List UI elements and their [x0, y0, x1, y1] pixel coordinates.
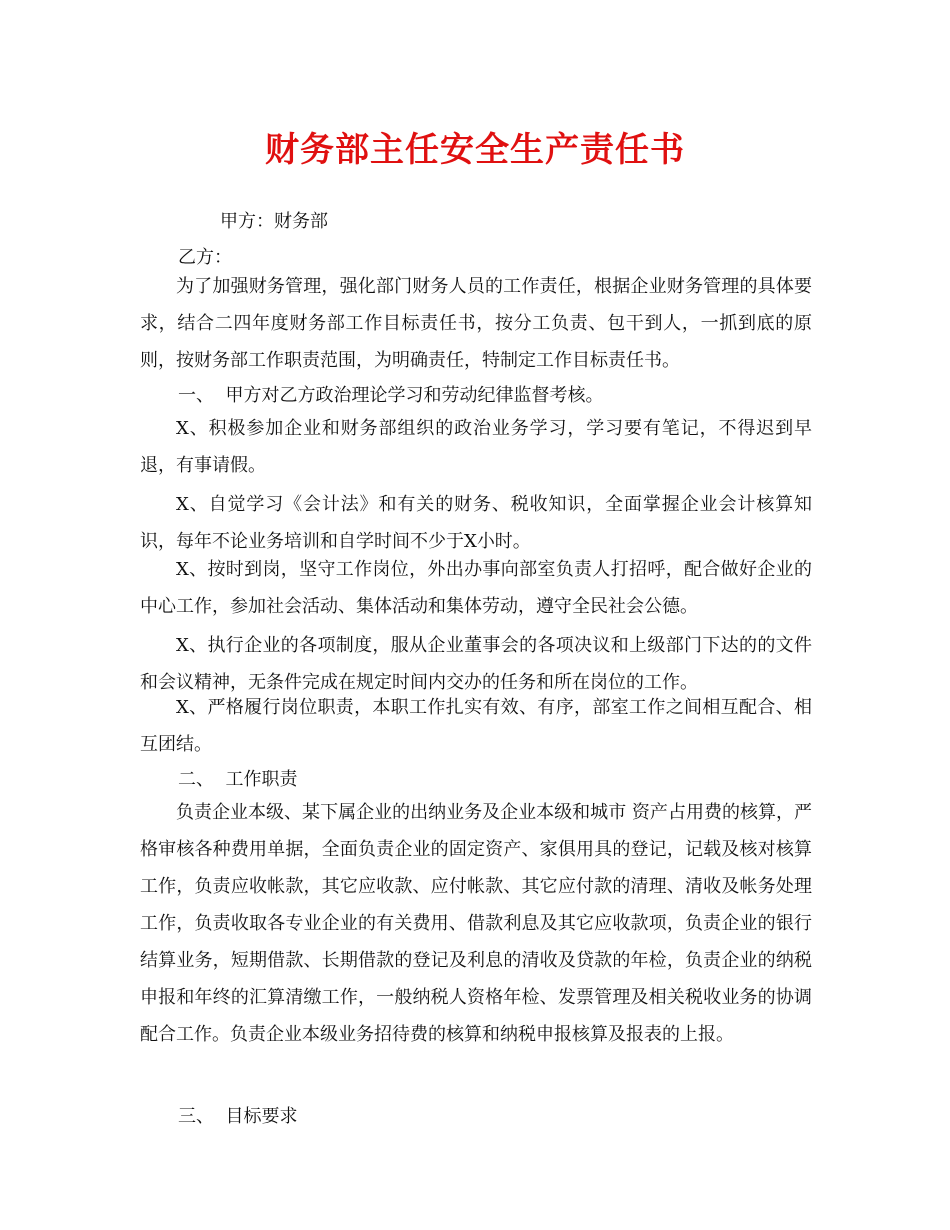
- section-1-item-4: X、执行企业的各项制度，服从企业董事会的各项决议和上级部门下达的的文件和会议精神，无条件完成在规定时间内交办的任务和所在岗位的工作。: [140, 635, 812, 693]
- section-1-item-2: X、自觉学习《会计法》和有关的财务、税收知识，全面掌握企业会计核算知识，每年不论业务培训和自学时间不少于X小时。: [140, 494, 812, 552]
- section-2-body: 负责企业本级、某下属企业的出纳业务及企业本级和城市 资产占用费的核算，严格审核各种费用单据，全面负责企业的固定资产、家俱用具的登记，记载及核对核算工作，负责应收帐款，其它应收款、应付帐款、其它应付款的清理、清收及帐务处理工作，负责收取各专业企业的有关费用、借款利息及其它应收款项，负责企业的银行结算业务，短期借款、长期借款的登记及利息的清收及贷款的年检，负责企业的纳税申报和年终的汇算清缴工作，一般纳税人资格年检、发票管理及相关税收业务的协调配合工作。负责企业本级业务招待费的核算和纳税申报核算及报表的上报。: [140, 802, 812, 1045]
- section-1-item-3: X、按时到岗，坚守工作岗位，外出办事向部室负责人打招呼，配合做好企业的中心工作，参加社会活动、集体活动和集体劳动，遵守全民社会公德。: [140, 559, 812, 617]
- party-a-line: 甲方：财务部: [220, 211, 328, 232]
- section-1-item-1: X、积极参加企业和财务部组织的政治业务学习，学习要有笔记，不得迟到早退，有事请假。: [140, 418, 812, 476]
- section-1-item-5: X、严格履行岗位职责，本职工作扎实有效、有序，部室工作之间相互配合、相互团结。: [140, 697, 812, 755]
- section-1-heading: 一、 甲方对乙方政治理论学习和劳动纪律监督考核。: [178, 385, 604, 406]
- section-2-heading: 二、 工作职责: [178, 769, 298, 790]
- section-3-heading: 三、 目标要求: [178, 1106, 298, 1127]
- party-b-line: 乙方：: [178, 247, 232, 268]
- document-title: 财务部主任安全生产责任书: [265, 130, 685, 170]
- intro-paragraph: 为了加强财务管理，强化部门财务人员的工作责任，根据企业财务管理的具体要求，结合二四年度财务部工作目标责任书，按分工负责、包干到人，一抓到底的原则，按财务部工作职责范围，为明确责任，特制定工作目标责任书。: [140, 276, 812, 371]
